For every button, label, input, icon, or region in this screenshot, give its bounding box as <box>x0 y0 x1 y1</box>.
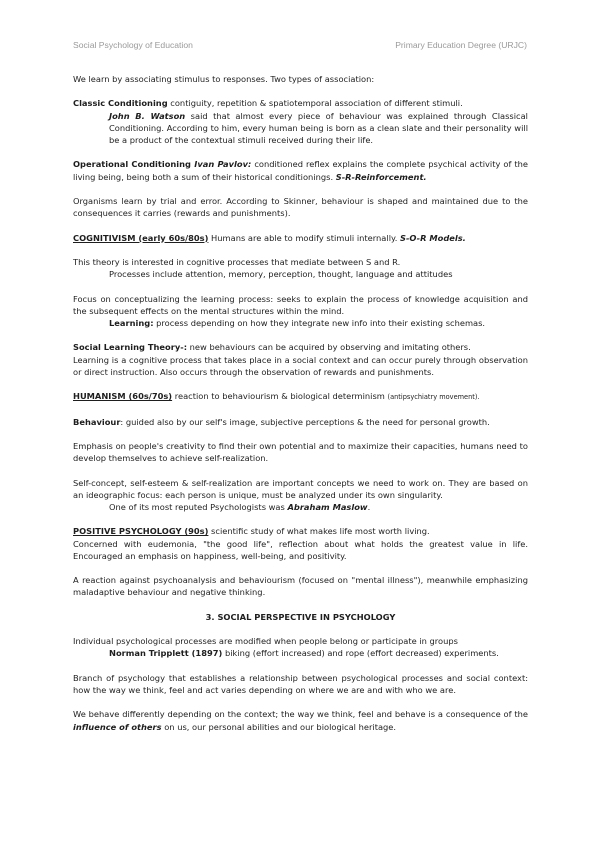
pavlov-name: Ivan Pavlov: <box>194 159 252 170</box>
humanism-title: HUMANISM (60s/70s) <box>73 391 173 402</box>
sor-models-tag: S-O-R Models. <box>400 232 466 243</box>
classic-conditioning-text: contiguity, repetition & spatiotemporal association of different stimuli. <box>167 98 463 109</box>
triplett-paragraph <box>73 647 528 659</box>
self-concept-paragraph: Self-concept, self-esteem & self-realization are important concepts we need to work on. They are based on an ideographic focus: each person is unique, must be analyzed under its own singularity. <box>73 477 528 500</box>
social-learning-theory-paragraph <box>73 341 528 353</box>
classic-conditioning-title: Classic Conditioning <box>73 98 168 109</box>
maslow-period: . <box>367 501 371 512</box>
cognitivism-text: Humans are able to modify stimuli internally. <box>208 232 401 243</box>
learning-text: process depending on how they integrate new info into their existing schemas. <box>153 317 486 328</box>
antipsychiatry-note: (antipsychiatry movement). <box>387 393 480 402</box>
triplett-text: biking (effort increased) and rope (effort decreased) experiments. <box>222 648 499 659</box>
learning-label: Learning: <box>109 317 154 328</box>
social-learning-detail-paragraph: Learning is a cognitive process that takes place in a social context and can occur purely through observation or direct instruction. Also occurs through the observation of rewards and punishments. <box>73 354 528 377</box>
social-branch-paragraph: Branch of psychology that establishes a relationship between psychological processes and social context: how the way we think, feel and act varies depending on where we are and with who we are. <box>73 672 528 695</box>
social-learning-theory-text: new behaviours can be acquired by observing and imitating others. <box>187 342 471 353</box>
skinner-paragraph: Organisms learn by trial and error. According to Skinner, behaviour is shaped and maintained due to the consequences it carries (rewards and punishments). <box>73 195 528 219</box>
triplett-name: Norman Tripplett (1897) <box>109 648 223 659</box>
operational-conditioning-paragraph <box>73 158 528 182</box>
positive-psychology-paragraph <box>73 525 528 537</box>
header-course-title: Social Psychology of Education <box>73 40 193 50</box>
cognitivism-title: COGNITIVISM (early 60s/80s) <box>73 232 209 243</box>
individual-processes-paragraph: Individual psychological processes are modified when people belong or participate in groups <box>73 636 458 647</box>
watson-text: said that almost every piece of behaviour was explained through Classical Conditioning. According to him, every human being is born as a clean slate and their personality will be a product of the contextual stimuli received during their life. <box>109 110 528 145</box>
humanism-text: reaction to behaviourism & biological determinism <box>172 391 388 402</box>
social-learning-theory-label: Social Learning Theory-: <box>73 342 188 353</box>
influence-text-a: We behave differently depending on the context; the way we think, feel and behave is a consequence of the <box>73 709 528 720</box>
document-body <box>73 73 528 733</box>
positive-psychology-title: POSITIVE PSYCHOLOGY (90s) <box>73 526 209 537</box>
creativity-paragraph: Emphasis on people's creativity to find their own potential and to maximize their capacities, humans need to develop themselves to achieve self-realization. <box>73 440 528 464</box>
sr-reinforcement-tag: S-R-Reinforcement. <box>335 171 427 182</box>
maslow-paragraph <box>73 501 528 513</box>
maslow-intro: One of its most reputed Psychologists was <box>109 501 288 512</box>
eudemonia-paragraph: Concerned with eudemonia, "the good life", reflection about what holds the greatest value in life. Encouraged an emphasis on happiness, well-being, and positivity. <box>73 538 528 561</box>
behaviour-paragraph <box>73 416 528 428</box>
influence-of-others: influence of others <box>73 721 162 732</box>
learning-definition <box>73 317 528 329</box>
intro-paragraph: We learn by associating stimulus to responses. Two types of association: <box>73 74 375 84</box>
humanism-paragraph <box>73 390 528 403</box>
learning-process-paragraph: Focus on conceptualizing the learning process: seeks to explain the process of knowledge acquisition and the subsequent effects on the mental structures within the mind. <box>73 293 528 316</box>
behaviour-label: Behaviour <box>73 416 121 427</box>
section-heading-social-perspective: 3. SOCIAL PERSPECTIVE IN PSYCHOLOGY <box>205 611 396 622</box>
operational-conditioning-title: Operational Conditioning <box>73 159 195 170</box>
cognitive-processes-paragraph: This theory is interested in cognitive processes that mediate between S and R. <box>73 256 401 267</box>
influence-paragraph <box>73 708 528 732</box>
reaction-paragraph: A reaction against psychoanalysis and behaviourism (focused on "mental illness"), meanwhile emphasizing maladaptive behaviour and negative thinking. <box>73 575 528 598</box>
positive-psychology-text: scientific study of what makes life most worth living. <box>208 526 430 537</box>
maslow-name: Abraham Maslow <box>287 501 368 512</box>
operational-conditioning-text: conditioned reflex explains the complete psychical activity of the living being, being both a sum of their historical conditionings. <box>73 159 528 182</box>
classic-conditioning-paragraph <box>73 97 528 109</box>
watson-name: John B. Watson <box>109 110 186 121</box>
watson-paragraph <box>73 110 528 147</box>
header-degree: Primary Education Degree (URJC) <box>395 40 527 50</box>
influence-text-c: on us, our personal abilities and our biological heritage. <box>161 721 397 732</box>
behaviour-text: : guided also by our self's image, subjective perceptions & the need for personal growth. <box>120 416 490 427</box>
processes-list-paragraph: Processes include attention, memory, perception, thought, language and attitudes <box>109 269 453 280</box>
cognitivism-paragraph <box>73 232 528 244</box>
